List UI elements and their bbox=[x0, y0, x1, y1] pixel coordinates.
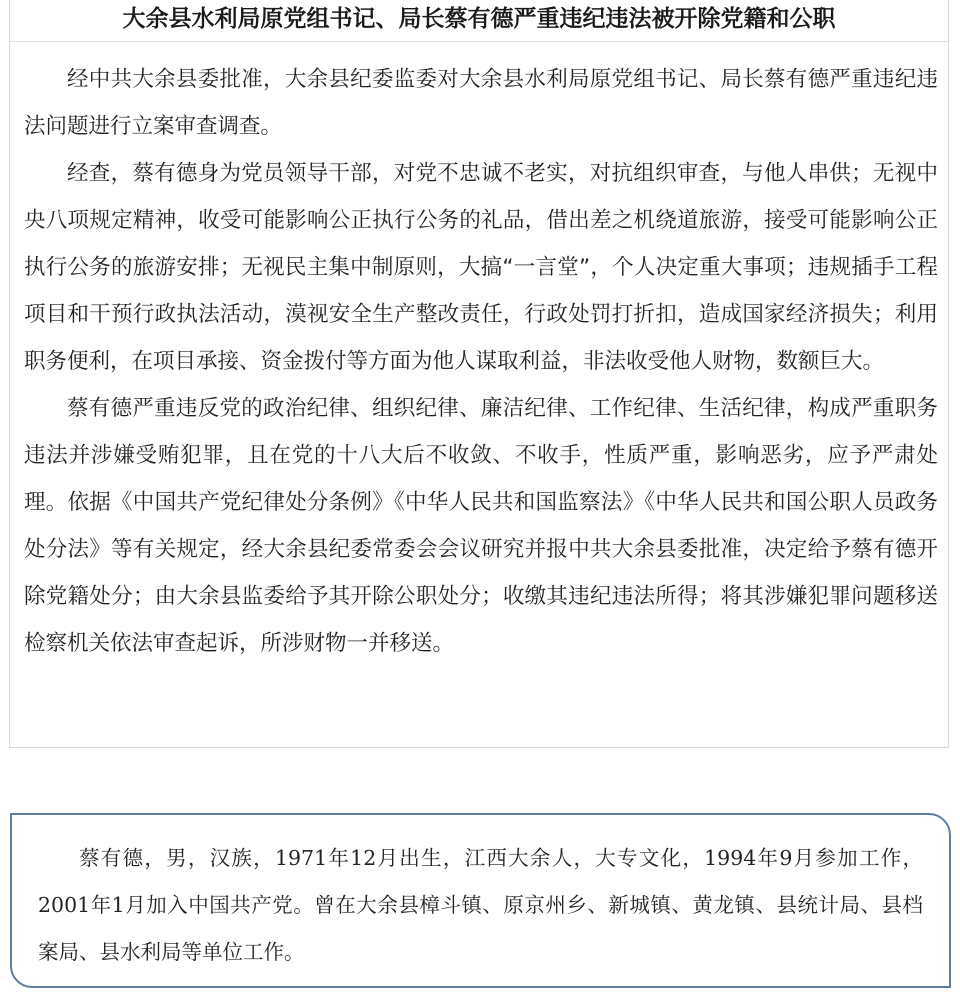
article-paragraph: 经中共大余县委批准，大余县纪委监委对大余县水利局原党组书记、局长蔡有德严重违纪违法问题进行立案审查调查。 bbox=[24, 67, 938, 139]
article-paragraph: 经查，蔡有德身为党员领导干部，对党不忠诚不老实，对抗组织审查，与他人串供；无视中央八项规定精神，收受可能影响公正执行公务的礼品，借出差之机绕道旅游，接受可能影响公正执行公务的旅游安排；无视民主集中制原则，大搞“一言堂”，个人决定重大事项；违规插手工程项目和干预行政执法活动，漠视安全生产整改责任，行政处罚打折扣，造成国家经济损失；利用职务便利，在项目承接、资金拨付等方面为他人谋取利益，非法收受他人财物，数额巨大。 bbox=[24, 161, 938, 374]
profile-body bbox=[38, 835, 923, 976]
article-body bbox=[24, 56, 938, 667]
profile-paragraph: 蔡有德，男，汉族，1971年12月出生，江西大余人，大专文化，1994年9月参加工作，2001年1月加入中国共产党。曾在大余县樟斗镇、原京州乡、新城镇、黄龙镇、县统计局、县档案局、县水利局等单位工作。 bbox=[38, 846, 923, 964]
article-card bbox=[9, 0, 949, 748]
article-paragraph: 蔡有德严重违反党的政治纪律、组织纪律、廉洁纪律、工作纪律、生活纪律，构成严重职务违法并涉嫌受贿犯罪，且在党的十八大后不收敛、不收手，性质严重，影响恶劣，应予严肃处理。依据《中国共产党纪律处分条例》《中华人民共和国监察法》《中华人民共和国公职人员政务处分法》等有关规定，经大余县纪委常委会会议研究并报中共大余县委批准，决定给予蔡有德开除党籍处分；由大余县监委给予其开除公职处分；收缴其违纪违法所得；将其涉嫌犯罪问题移送检察机关依法审查起诉，所涉财物一并移送。 bbox=[24, 396, 938, 656]
article-title: 大余县水利局原党组书记、局长蔡有德严重违纪违法被开除党籍和公职 bbox=[10, 0, 948, 42]
profile-card bbox=[10, 813, 951, 988]
